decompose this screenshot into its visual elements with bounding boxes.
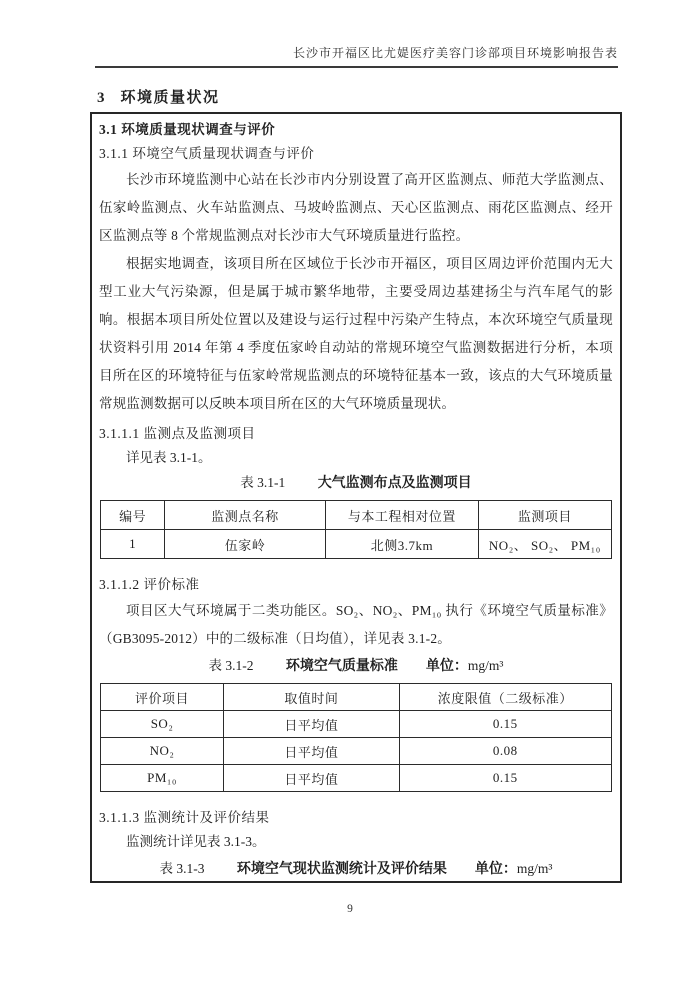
table-2-caption [99, 655, 613, 678]
table-2-row-no2 [101, 738, 611, 765]
table-2-cell-pm10-limit: 0.15 [399, 765, 611, 792]
table-1-cell-id: 1 [101, 530, 165, 559]
table-1-col-items: 监测项目 [478, 501, 611, 530]
table-1-cell-position: 北侧3.7km [325, 530, 478, 559]
table-1-caption-title: 大气监测布点及监测项目 [317, 476, 472, 491]
section-3-1-1-title: 3.1.1 环境空气质量现状调查与评价 [99, 146, 315, 161]
paragraph-standards: 项目区大气环境属于二类功能区。SO₂、NO₂、PM₁₀ 执行《环境空气质量标准》（GB3095-2012）中的二级标准（日均值），详见表 3.1-2。 [99, 603, 613, 646]
table-3-unit-value: mg/m³ [516, 861, 553, 876]
see-table-3-note: 监测统计详见表 3.1-3。 [126, 834, 266, 849]
chapter-number: 3 [97, 90, 105, 106]
section-3-1-1-2-title: 3.1.1.2 评价标准 [99, 577, 200, 592]
chapter-title: 环境质量状况 [120, 90, 220, 106]
table-1-col-id: 编号 [101, 501, 165, 530]
table-2-cell-so2-limit: 0.15 [399, 711, 611, 738]
table-2-col-time: 取值时间 [223, 684, 399, 711]
table-2-header-row [101, 684, 611, 711]
table-2-cell-so2-time: 日平均值 [223, 711, 399, 738]
table-1-cell-name: 伍家岭 [165, 530, 326, 559]
table-2-cell-pm10: PM₁₀ [101, 765, 224, 792]
table-3-caption-label: 表 3.1-3 [159, 861, 205, 876]
table-2-caption-label: 表 3.1-2 [208, 658, 254, 673]
table-1-col-name: 监测点名称 [165, 501, 326, 530]
table-1-caption [99, 472, 613, 495]
table-2-cell-no2-time: 日平均值 [223, 738, 399, 765]
table-3-caption-title: 环境空气现状监测统计及评价结果 [236, 862, 447, 877]
table-3-unit-label: 单位： [474, 862, 517, 877]
table-1-caption-label: 表 3.1-1 [240, 475, 286, 490]
table-air-quality-standards [100, 683, 611, 792]
chapter-heading [97, 86, 220, 107]
table-2-cell-no2: NO₂ [101, 738, 224, 765]
paragraph-monitoring-points: 长沙市环境监测中心站在长沙市内分别设置了高开区监测点、师范大学监测点、伍家岭监测点、火车站监测点、马坡岭监测点、天心区监测点、雨花区监测点、经开区监测点等 8 个常规监测点对长沙市大气环境质量进行监控。 [99, 172, 613, 243]
content-frame [90, 112, 622, 883]
table-2-unit-label: 单位： [425, 659, 468, 674]
section-3-1-1-1-title: 3.1.1.1 监测点及监测项目 [99, 426, 256, 441]
table-1-cell-items: NO₂、 SO₂、 PM₁₀ [478, 530, 611, 559]
running-header [95, 44, 618, 68]
table-2-cell-no2-limit: 0.08 [399, 738, 611, 765]
table-2-col-item: 评价项目 [101, 684, 224, 711]
paragraph-site-survey: 根据实地调查，该项目所在区域位于长沙市开福区，项目区周边评价范围内无大型工业大气污染源，但是属于城市繁华地带，主要受周边基建扬尘与汽车尾气的影响。根据本项目所处位置以及建设与运行过程中污染产生特点，本次环境空气质量现状资料引用 2014 年第 4 季度伍家岭自动站的常规环境空气监测数据进行分析，本项目所在区的环境特征与伍家岭常规监测点的环境特征基本一致，该点的大气环境质量常规监测数据可以反映本项目所在区的大气环境质量现状。 [99, 256, 613, 411]
table-2-cell-so2: SO₂ [101, 711, 224, 738]
section-3-1-title: 3.1 环境质量现状调查与评价 [99, 122, 276, 137]
table-3-caption [99, 858, 613, 881]
table-air-monitoring-points [100, 500, 611, 559]
table-1-data-row [101, 530, 611, 559]
see-table-1-note: 详见表 3.1-1。 [126, 450, 212, 465]
table-2-caption-title: 环境空气质量标准 [285, 659, 398, 674]
table-1-header-row [101, 501, 611, 530]
running-header-title: 长沙市开福区比尤媞医疗美容门诊部项目环境影响报告表 [292, 46, 618, 60]
table-2-unit-value: mg/m³ [467, 658, 504, 673]
table-1-col-position: 与本工程相对位置 [325, 501, 478, 530]
table-2-cell-pm10-time: 日平均值 [223, 765, 399, 792]
table-2-col-limit: 浓度限值（二级标准） [399, 684, 611, 711]
table-2-row-so2 [101, 711, 611, 738]
table-2-row-pm10 [101, 765, 611, 792]
section-3-1-1-3-title: 3.1.1.3 监测统计及评价结果 [99, 810, 270, 825]
page-number: 9 [347, 903, 353, 915]
